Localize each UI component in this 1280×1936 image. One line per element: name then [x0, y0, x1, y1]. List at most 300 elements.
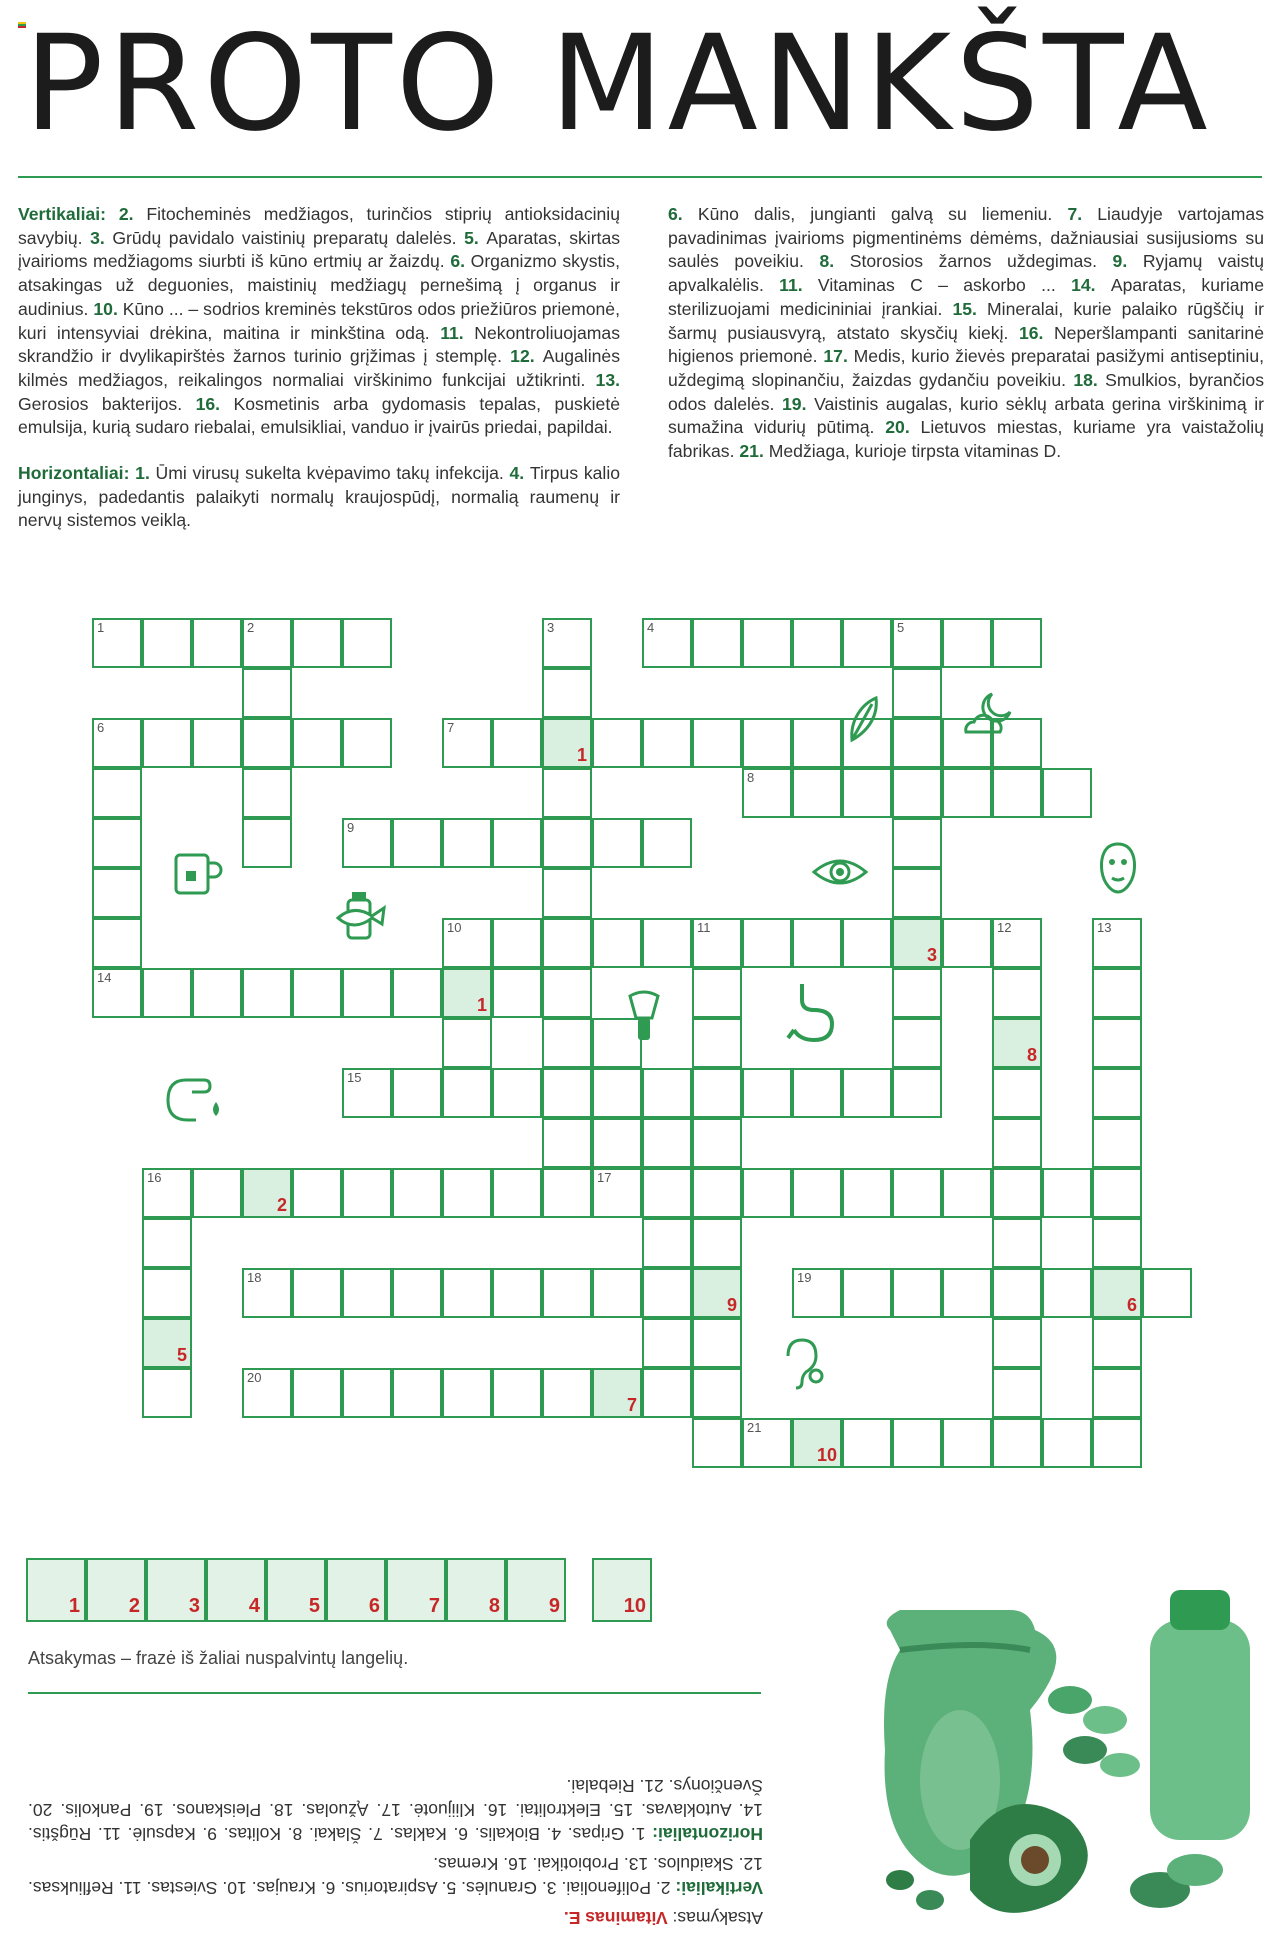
grid-cell[interactable]: [642, 718, 692, 768]
clue-number-label: 8: [747, 770, 755, 785]
highlight-key-number: 10: [816, 1445, 837, 1465]
clue-text: Smulkios, byrančios odos dalelės.: [668, 369, 1265, 414]
grid-cell[interactable]: [442, 1268, 492, 1318]
grid-cell[interactable]: [992, 1168, 1042, 1218]
grid-cell[interactable]: [442, 968, 492, 1018]
clue-number: 6.: [668, 204, 698, 224]
grid-cell[interactable]: [892, 618, 942, 668]
grid-cell[interactable]: [392, 1368, 442, 1418]
grid-cell[interactable]: [692, 618, 742, 668]
grid-cell[interactable]: [1042, 768, 1092, 818]
clue-number-label: 19: [797, 1270, 812, 1285]
clue-number-label: 13: [1097, 920, 1112, 935]
grid-cell[interactable]: [442, 1068, 492, 1118]
grid-cell[interactable]: [642, 1068, 692, 1118]
grid-cell[interactable]: [942, 1268, 992, 1318]
highlight-key-number: 5: [176, 1345, 187, 1365]
grid-cell[interactable]: [992, 768, 1042, 818]
grid-cell[interactable]: [892, 818, 942, 868]
grid-cell[interactable]: [292, 618, 342, 668]
grid-cell[interactable]: [442, 1018, 492, 1068]
grid-cell[interactable]: [242, 718, 292, 768]
hand-drop-icon: [162, 1072, 226, 1128]
grid-cell[interactable]: [792, 1168, 842, 1218]
grid-cell[interactable]: [592, 1368, 642, 1418]
grid-cell[interactable]: [492, 968, 542, 1018]
grid-cell[interactable]: [992, 1068, 1042, 1118]
clue-number-label: 18: [247, 1270, 262, 1285]
grid-cell[interactable]: [892, 668, 942, 718]
grid-cell[interactable]: [792, 918, 842, 968]
grid-cell[interactable]: [242, 668, 292, 718]
page-title: PROTO MANKŠTA: [24, 7, 1212, 161]
grid-cell[interactable]: [692, 1118, 742, 1168]
grid-cell[interactable]: [592, 1068, 642, 1118]
answer-cell[interactable]: [506, 1558, 566, 1622]
grid-cell[interactable]: [692, 1318, 742, 1368]
grid-cell[interactable]: [342, 1168, 392, 1218]
grid-cell[interactable]: [992, 1268, 1042, 1318]
grid-cell[interactable]: [542, 1068, 592, 1118]
clue-number-label: 12: [997, 920, 1012, 935]
grid-cell[interactable]: [742, 1418, 792, 1468]
grid-cell[interactable]: [742, 768, 792, 818]
clue-text: Organizmo skystis, atsakingas už deguonies, maistinių medžiagų pernešimą į organus ir audinius.: [18, 251, 620, 319]
grid-cell[interactable]: [792, 1068, 842, 1118]
grid-cell[interactable]: [92, 618, 142, 668]
clue-text: Storosios žarnos uždegimas.: [849, 251, 1097, 272]
clue-number: 14.: [1055, 275, 1111, 296]
grid-cell[interactable]: [942, 918, 992, 968]
grid-cell[interactable]: [242, 618, 292, 668]
grid-cell[interactable]: [92, 968, 142, 1018]
grid-cell[interactable]: [1092, 1268, 1142, 1318]
grid-cell[interactable]: [442, 918, 492, 968]
grid-cell[interactable]: [342, 618, 392, 668]
grid-cell[interactable]: [842, 768, 892, 818]
grid-cell[interactable]: [1092, 1418, 1142, 1468]
grid-cell[interactable]: [842, 1068, 892, 1118]
grid-cell[interactable]: [892, 868, 942, 918]
clue-number: 15.: [942, 298, 988, 319]
grid-cell[interactable]: [692, 968, 742, 1018]
grid-cell[interactable]: [842, 1268, 892, 1318]
grid-cell[interactable]: [392, 1068, 442, 1118]
clue-text: Medžiaga, kurioje tirpsta vitaminas D.: [768, 441, 1062, 462]
grid-cell[interactable]: [692, 1418, 742, 1468]
grid-cell[interactable]: [742, 718, 792, 768]
clue-number-label: 10: [447, 920, 462, 935]
clue-number-label: 1: [97, 620, 105, 635]
grid-cell[interactable]: [1042, 1168, 1092, 1218]
grid-cell[interactable]: [892, 768, 942, 818]
grid-cell[interactable]: [1092, 1368, 1142, 1418]
grid-cell[interactable]: [342, 818, 392, 868]
grid-cell[interactable]: [742, 918, 792, 968]
clue-text: Tirpus kalio junginys, padedantis palaikyti normalų kraujospūdį, normalią raumenų ir nervų sistemos veiklą.: [18, 463, 621, 531]
eye-icon: [810, 844, 870, 900]
tea-cup-icon: [168, 845, 224, 901]
grid-cell[interactable]: [492, 918, 542, 968]
grid-cell[interactable]: [542, 718, 592, 768]
clue-number: 1.: [135, 463, 156, 484]
grid-cell[interactable]: [392, 968, 442, 1018]
grid-cell[interactable]: [342, 1068, 392, 1118]
clue-text: Neperšlampanti sanitarinė higienos priemonė.: [668, 322, 1264, 367]
grid-cell[interactable]: [842, 1168, 892, 1218]
grid-cell[interactable]: [142, 968, 192, 1018]
highlight-key-number: 9: [726, 1295, 737, 1315]
clue-number-label: 3: [547, 620, 555, 635]
grid-cell[interactable]: [1092, 1068, 1142, 1118]
clue-number: 9.: [1096, 251, 1143, 272]
grid-cell[interactable]: [1092, 968, 1142, 1018]
grid-cell[interactable]: [692, 1068, 742, 1118]
grid-cell[interactable]: [242, 968, 292, 1018]
grid-cell[interactable]: [992, 1368, 1042, 1418]
grid-cell[interactable]: [92, 718, 142, 768]
grid-cell[interactable]: [592, 1268, 642, 1318]
answer-note: Atsakymas – frazė iš žaliai nuspalvintų langelių.: [28, 1648, 409, 1668]
grid-cell[interactable]: [192, 618, 242, 668]
highlight-key-number: 1: [476, 995, 487, 1015]
grid-cell[interactable]: [742, 1068, 792, 1118]
grid-cell[interactable]: [492, 1368, 542, 1418]
grid-cell[interactable]: [542, 1268, 592, 1318]
clue-text: Mineralai, kurie palaiko rūgščių ir šarmų pusiausvyrą, atstato skysčių kiekį.: [668, 298, 1264, 343]
grid-cell[interactable]: [992, 618, 1042, 668]
grid-cell[interactable]: [392, 818, 442, 868]
grid-cell[interactable]: [742, 618, 792, 668]
grid-cell[interactable]: [1092, 1118, 1142, 1168]
solution-horizontal-text: 1. Gripas. 4. Biokalis. 6. Kaklas. 7. Šlakai. 8. Kolitas. 9. Kapsulė. 11. Rūgštis. 14. Autoklavas. 15. Elektrolitai. 16. Kliijuotė. 17. Ąžuolas. 18. Pleiskanos. 19. Pankolis. 20. Švenčionys. 21. Riebalai.: [28, 1776, 763, 1844]
grid-cell[interactable]: [892, 718, 942, 768]
grid-cell[interactable]: [292, 1168, 342, 1218]
clue-number: 11.: [429, 322, 475, 343]
answer-cell-number: 3: [188, 1595, 200, 1617]
grid-cell[interactable]: [692, 1018, 742, 1068]
leaf-icon: [832, 690, 888, 746]
moon-cloud-icon: [958, 686, 1024, 742]
answer-cell-number: 10: [623, 1595, 646, 1617]
grid-cell[interactable]: [892, 1268, 942, 1318]
grid-cell[interactable]: [492, 1268, 542, 1318]
clue-text: Kūno dalis, jungianti galvą su liemeniu.: [697, 204, 1053, 224]
grid-cell[interactable]: [492, 718, 542, 768]
answer-cell-number: 4: [248, 1595, 260, 1617]
solution-vertical-label: Vertikaliai:: [675, 1878, 763, 1898]
clue-number-label: 16: [147, 1170, 162, 1185]
grid-cell[interactable]: [542, 818, 592, 868]
clue-text: Kūno ... – sodrios kreminės tekstūros odos priežiūros priemonė, kuri intensyviai drėkina, maitina ir minkština odą.: [18, 298, 620, 343]
solution-answer-value: Vitaminas E.: [563, 1908, 668, 1928]
grid-cell[interactable]: [792, 1268, 842, 1318]
grid-cell[interactable]: [492, 818, 542, 868]
clue-number-label: 14: [97, 970, 112, 985]
grid-cell[interactable]: [192, 1168, 242, 1218]
grid-cell[interactable]: [992, 1318, 1042, 1368]
grid-cell[interactable]: [1092, 1318, 1142, 1368]
grid-cell[interactable]: [342, 1268, 392, 1318]
stomach-icon: [780, 980, 844, 1044]
grid-cell[interactable]: [492, 1068, 542, 1118]
grid-cell[interactable]: [1092, 1218, 1142, 1268]
grid-cell[interactable]: [942, 1168, 992, 1218]
answer-cell[interactable]: [26, 1558, 86, 1622]
upside-down-solution: [28, 1690, 763, 1930]
grid-cell[interactable]: [592, 718, 642, 768]
clue-text: Grūdų pavidalo vaistinių preparatų dalelės.: [112, 227, 457, 248]
highlight-key-number: 7: [626, 1395, 637, 1415]
shaving-brush-icon: [616, 990, 672, 1046]
clue-number: 20.: [874, 417, 921, 438]
clue-text: Aparatas, skirtas įvairioms medžiagoms siurbti iš kūno ertmių ar žaizdų.: [18, 227, 621, 272]
clue-number-label: 9: [347, 820, 355, 835]
grid-cell[interactable]: [892, 1418, 942, 1468]
grid-cell[interactable]: [942, 618, 992, 668]
grid-cell[interactable]: [542, 618, 592, 668]
grid-cell[interactable]: [942, 1418, 992, 1468]
answer-cell[interactable]: [146, 1558, 206, 1622]
grid-cell[interactable]: [792, 1418, 842, 1468]
solution-answer-label: Atsakymas:: [672, 1908, 763, 1928]
clue-number: 6.: [444, 251, 471, 272]
grid-cell[interactable]: [92, 868, 142, 918]
grid-cell[interactable]: [642, 1168, 692, 1218]
grid-cell[interactable]: [642, 618, 692, 668]
highlight-key-number: 6: [1126, 1295, 1137, 1315]
grid-cell[interactable]: [692, 1168, 742, 1218]
grid-cell[interactable]: [942, 768, 992, 818]
grid-cell[interactable]: [642, 818, 692, 868]
grid-cell[interactable]: [292, 1368, 342, 1418]
clue-text: Vaistinis augalas, kurio sėklų arbata gerina virškinimą ir sumažina vidurių pūtimą.: [668, 393, 1264, 438]
grid-cell[interactable]: [142, 718, 192, 768]
clue-text: Augalinės kilmės medžiagos, reikalingos normaliai virškinimo funkcijai užtikrinti.: [18, 346, 620, 390]
clue-number-label: 11: [697, 920, 711, 935]
answer-cell[interactable]: [386, 1558, 446, 1622]
grid-cell[interactable]: [192, 718, 242, 768]
grid-cell[interactable]: [992, 1118, 1042, 1168]
grid-cell[interactable]: [292, 718, 342, 768]
clue-number: 21.: [734, 441, 769, 462]
grid-cell[interactable]: [692, 918, 742, 968]
highlight-key-number: 8: [1026, 1045, 1037, 1065]
clue-text: Nekontroliuojamas skrandžio ir dvylikapirštės žarnos turinio grįžimas į stemplę.: [18, 322, 620, 367]
answer-cell-number: 2: [128, 1595, 140, 1617]
grid-cell[interactable]: [92, 818, 142, 868]
grid-cell[interactable]: [92, 768, 142, 818]
grid-cell[interactable]: [592, 1168, 642, 1218]
clue-number: 10.: [88, 298, 123, 319]
grid-cell[interactable]: [542, 1018, 592, 1068]
grid-cell[interactable]: [892, 1018, 942, 1068]
clue-number-label: 5: [897, 620, 905, 635]
vertical-label: Vertikaliai:: [18, 204, 107, 224]
grid-cell[interactable]: [242, 1168, 292, 1218]
horizontal-clues-cont: [668, 204, 1264, 461]
clue-text: Vitaminas C – askorbo ...: [817, 275, 1056, 296]
clues-left: [18, 203, 620, 555]
grid-cell[interactable]: [342, 1368, 392, 1418]
grid-cell[interactable]: [542, 668, 592, 718]
clue-number: 3.: [82, 227, 113, 248]
clue-number: 12.: [502, 346, 543, 367]
grid-cell[interactable]: [842, 1418, 892, 1468]
clue-text: Ūmi virusų sukelta kvėpavimo takų infekcija.: [155, 463, 504, 484]
grid-cell[interactable]: [242, 768, 292, 818]
clue-number: 11.: [763, 275, 818, 296]
title-divider: [18, 176, 1262, 178]
clue-number: 13.: [585, 369, 620, 390]
grid-cell[interactable]: [142, 618, 192, 668]
clue-number: 16.: [1008, 322, 1054, 343]
grid-cell[interactable]: [192, 968, 242, 1018]
clue-number-label: 4: [647, 620, 655, 635]
grid-cell[interactable]: [992, 1218, 1042, 1268]
grid-cell[interactable]: [442, 1168, 492, 1218]
clue-text: Fitocheminės medžiagos, turinčios stiprių antioksidacinių savybių.: [18, 204, 621, 248]
grid-cell[interactable]: [642, 918, 692, 968]
grid-cell[interactable]: [792, 768, 842, 818]
clue-number-label: 21: [747, 1420, 762, 1435]
grid-cell[interactable]: [642, 1218, 692, 1268]
grid-cell[interactable]: [442, 1368, 492, 1418]
grid-cell[interactable]: [542, 768, 592, 818]
answer-cell-number: 9: [548, 1595, 560, 1617]
grid-cell[interactable]: [392, 1168, 442, 1218]
grid-cell[interactable]: [242, 1268, 292, 1318]
clue-number-label: 15: [347, 1070, 362, 1085]
grid-cell[interactable]: [892, 1168, 942, 1218]
answer-cell[interactable]: [206, 1558, 266, 1622]
answer-cell[interactable]: [266, 1558, 326, 1622]
clue-text: Ryjamų vaistų apvalkalėlis.: [668, 251, 1264, 296]
clue-number: 8.: [803, 251, 850, 272]
clues-right: [668, 203, 1264, 486]
grid-cell[interactable]: [892, 1068, 942, 1118]
grid-cell[interactable]: [242, 1368, 292, 1418]
grid-cell[interactable]: [692, 1368, 742, 1418]
answer-cell[interactable]: [592, 1558, 652, 1622]
clue-number: 4.: [503, 463, 530, 484]
ear-icon: [776, 1336, 824, 1392]
clue-text: Aparatas, kuriame sterilizuojami medicininiai įrankiai.: [668, 275, 1265, 319]
grid-cell[interactable]: [542, 1118, 592, 1168]
grid-cell[interactable]: [142, 1218, 192, 1268]
health-illustration: [860, 1590, 1270, 1930]
clue-number: 2.: [118, 204, 147, 224]
grid-cell[interactable]: [1092, 918, 1142, 968]
grid-cell[interactable]: [92, 918, 142, 968]
grid-cell[interactable]: [342, 718, 392, 768]
answer-cell[interactable]: [326, 1558, 386, 1622]
clue-number: 16.: [182, 393, 234, 414]
answer-cell-number: 1: [68, 1595, 80, 1617]
grid-cell[interactable]: [442, 818, 492, 868]
grid-cell[interactable]: [692, 718, 742, 768]
grid-cell[interactable]: [642, 1368, 692, 1418]
grid-cell[interactable]: [342, 968, 392, 1018]
highlight-key-number: 3: [926, 945, 937, 965]
grid-cell[interactable]: [142, 1368, 192, 1418]
grid-cell[interactable]: [542, 868, 592, 918]
answer-cell-number: 5: [308, 1595, 320, 1617]
clue-number-label: 2: [247, 620, 255, 635]
horizontal-label: Horizontaliai:: [18, 463, 130, 484]
grid-cell[interactable]: [892, 918, 942, 968]
clue-number-label: 20: [247, 1370, 262, 1385]
grid-cell[interactable]: [742, 1168, 792, 1218]
grid-cell[interactable]: [1042, 1418, 1092, 1468]
clue-number: 7.: [1052, 204, 1098, 224]
grid-cell[interactable]: [642, 1268, 692, 1318]
grid-cell[interactable]: [542, 918, 592, 968]
grid-cell[interactable]: [242, 818, 292, 868]
grid-cell[interactable]: [1042, 1268, 1092, 1318]
grid-cell[interactable]: [292, 968, 342, 1018]
grid-cell[interactable]: [442, 718, 492, 768]
grid-cell[interactable]: [642, 1118, 692, 1168]
highlight-key-number: 1: [576, 745, 587, 765]
vertical-clues: [18, 204, 620, 437]
grid-cell[interactable]: [792, 618, 842, 668]
clue-number: 18.: [1066, 369, 1106, 390]
grid-cell[interactable]: [1142, 1268, 1192, 1318]
grid-cell[interactable]: [142, 1318, 192, 1368]
grid-cell[interactable]: [892, 968, 942, 1018]
grid-cell[interactable]: [542, 968, 592, 1018]
grid-cell[interactable]: [542, 1168, 592, 1218]
fish-oil-icon: [336, 886, 400, 942]
clue-number: 17.: [817, 346, 854, 367]
grid-cell[interactable]: [1092, 1018, 1142, 1068]
grid-cell[interactable]: [842, 918, 892, 968]
grid-cell[interactable]: [592, 918, 642, 968]
answer-cell[interactable]: [86, 1558, 146, 1622]
solution-horizontal-label: Horizontaliai:: [652, 1824, 763, 1844]
answer-cell-number: 7: [428, 1595, 440, 1617]
grid-cell[interactable]: [592, 818, 642, 868]
grid-cell[interactable]: [842, 618, 892, 668]
grid-cell[interactable]: [542, 1368, 592, 1418]
clue-number: 5.: [456, 227, 487, 248]
clue-text: Kosmetinis arba gydomasis tepalas, puskietė emulsija, kurią sudaro riebalai, emulsikliai, vanduo ir įvairūs priedai, papildai.: [18, 393, 620, 438]
clue-number-label: 17: [597, 1170, 612, 1185]
solution-vertical-text: 2. Polifenoliai. 3. Granulės. 5. Aspiratorius. 6. Kraujas. 10. Sviestas. 11. Refliuksas. 12. Skaidulos. 13. Probiotikai. 16. Kremas.: [28, 1854, 763, 1898]
clue-text: Liaudyje vartojamas pavadinimas įvairioms pigmentinėms dėmėms, dažniausiai susijusioms su saulės poveikiu.: [668, 204, 1264, 272]
clue-text: Lietuvos miestas, kuriame yra vaistažolių fabrikas.: [668, 417, 1264, 462]
answer-cell[interactable]: [446, 1558, 506, 1622]
grid-cell[interactable]: [292, 1268, 342, 1318]
grid-cell[interactable]: [492, 1168, 542, 1218]
grid-cell[interactable]: [142, 1168, 192, 1218]
grid-cell[interactable]: [392, 1268, 442, 1318]
grid-cell[interactable]: [992, 1418, 1042, 1468]
grid-cell[interactable]: [992, 968, 1042, 1018]
grid-cell[interactable]: [992, 918, 1042, 968]
clue-number-label: 6: [97, 720, 105, 735]
grid-cell[interactable]: [142, 1268, 192, 1318]
grid-cell[interactable]: [592, 1118, 642, 1168]
answer-cell-number: 8: [488, 1595, 500, 1617]
grid-cell[interactable]: [642, 1318, 692, 1368]
grid-cell[interactable]: [1092, 1168, 1142, 1218]
grid-cell[interactable]: [992, 1018, 1042, 1068]
grid-cell[interactable]: [692, 1268, 742, 1318]
clue-number-label: 7: [447, 720, 455, 735]
grid-cell[interactable]: [692, 1218, 742, 1268]
